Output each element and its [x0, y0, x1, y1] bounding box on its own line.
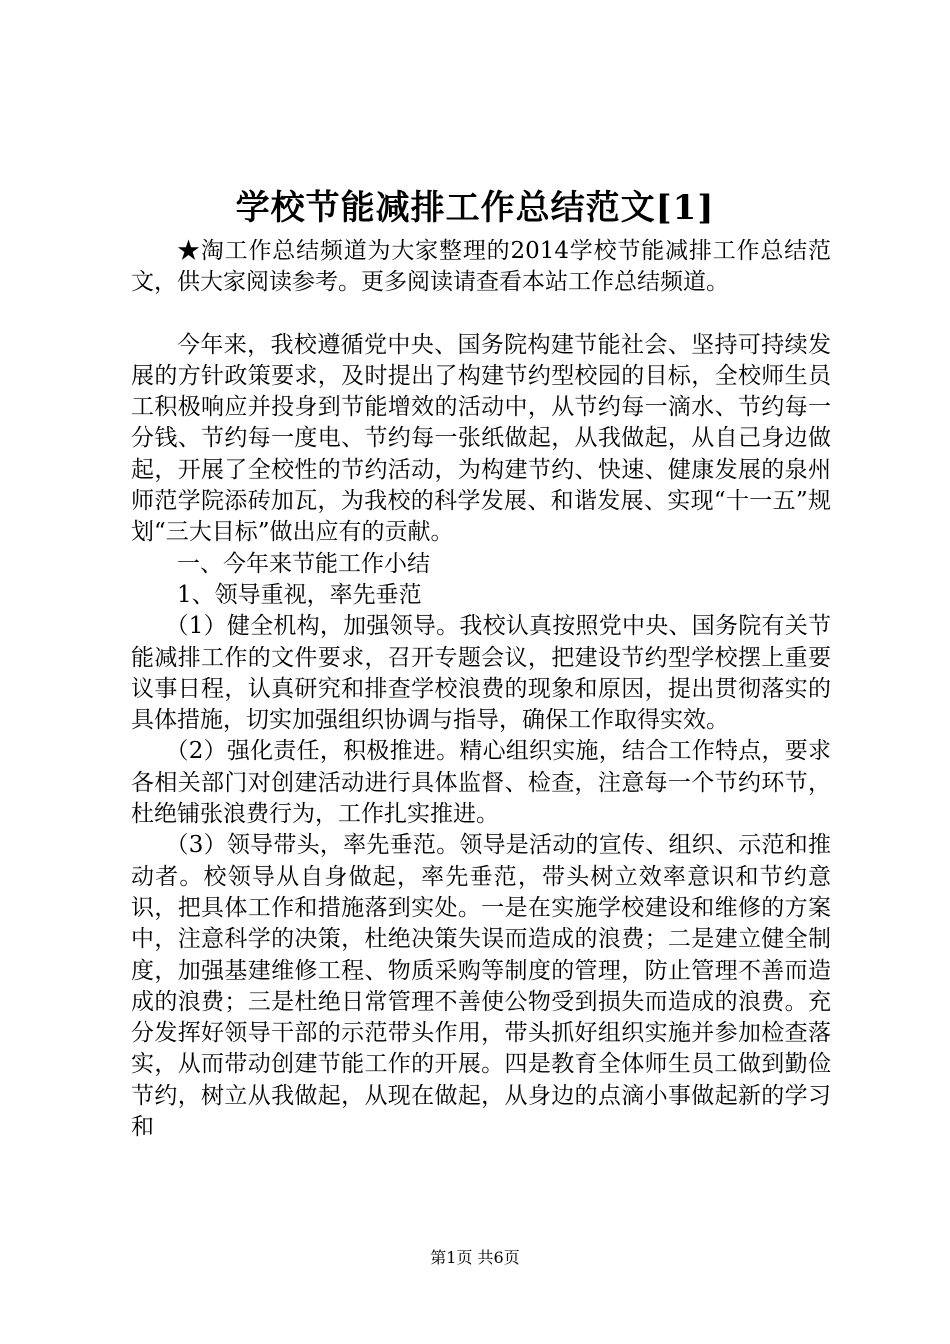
intro-paragraph: ★淘工作总结频道为大家整理的2014学校节能减排工作总结范文，供大家阅读参考。更多阅读请查看本站工作总结频道。: [131, 238, 831, 296]
document-body: [131, 236, 831, 1143]
body-paragraph: （1）健全机构，加强领导。我校认真按照党中央、国务院有关节能减排工作的文件要求，召开专题会议，把建设节约型学校摆上重要议事日程，认真研究和排查学校浪费的现象和原因，提出贯彻落实的具体措施，切实加强组织协调与指导，确保工作取得实效。: [131, 613, 831, 734]
body-paragraph: （2）强化责任，积极推进。精心组织实施，结合工作特点，要求各相关部门对创建活动进行具体监督、检查，注意每一个节约环节，杜绝铺张浪费行为，工作扎实推进。: [131, 738, 831, 828]
section-heading: 一、今年来节能工作小结: [177, 550, 430, 577]
subsection-heading: 1、领导重视，率先垂范: [177, 581, 422, 608]
body-paragraph: （3）领导带头，率先垂范。领导是活动的宣传、组织、示范和推动者。校领导从自身做起，率先垂范，带头树立效率意识和节约意识，把具体工作和措施落到实处。一是在实施学校建设和维修的方案中，注意科学的决策，杜绝决策失误而造成的浪费；二是建立健全制度，加强基建维修工程、物质采购等制度的管理，防止管理不善而造成的浪费；三是杜绝日常管理不善使公物受到损失而造成的浪费。充分发挥好领导干部的示范带头作用，带头抓好组织实施并参加检查落实，从而带动创建节能工作的开展。四是教育全体师生员工做到勤俭节约，树立从我做起，从现在做起，从身边的点滴小事做起新的学习和: [131, 832, 831, 1141]
page-footer: 第1页 共6页: [430, 1248, 520, 1267]
document-title: 学校节能减排工作总结范文[1]: [235, 188, 715, 228]
body-paragraph: 今年来，我校遵循党中央、国务院构建节能社会、坚持可持续发展的方针政策要求，及时提出了构建节约型校园的目标，全校师生员工积极响应并投身到节能增效的活动中，从节约每一滴水、节约每一分钱、节约每一度电、节约每一张纸做起，从我做起，从自己身边做起，开展了全校性的节约活动，为构建节约、快速、健康发展的泉州师范学院添砖加瓦，为我校的科学发展、和谐发展、实现“十一五”规划“三大目标”做出应有的贡献。: [131, 331, 831, 546]
